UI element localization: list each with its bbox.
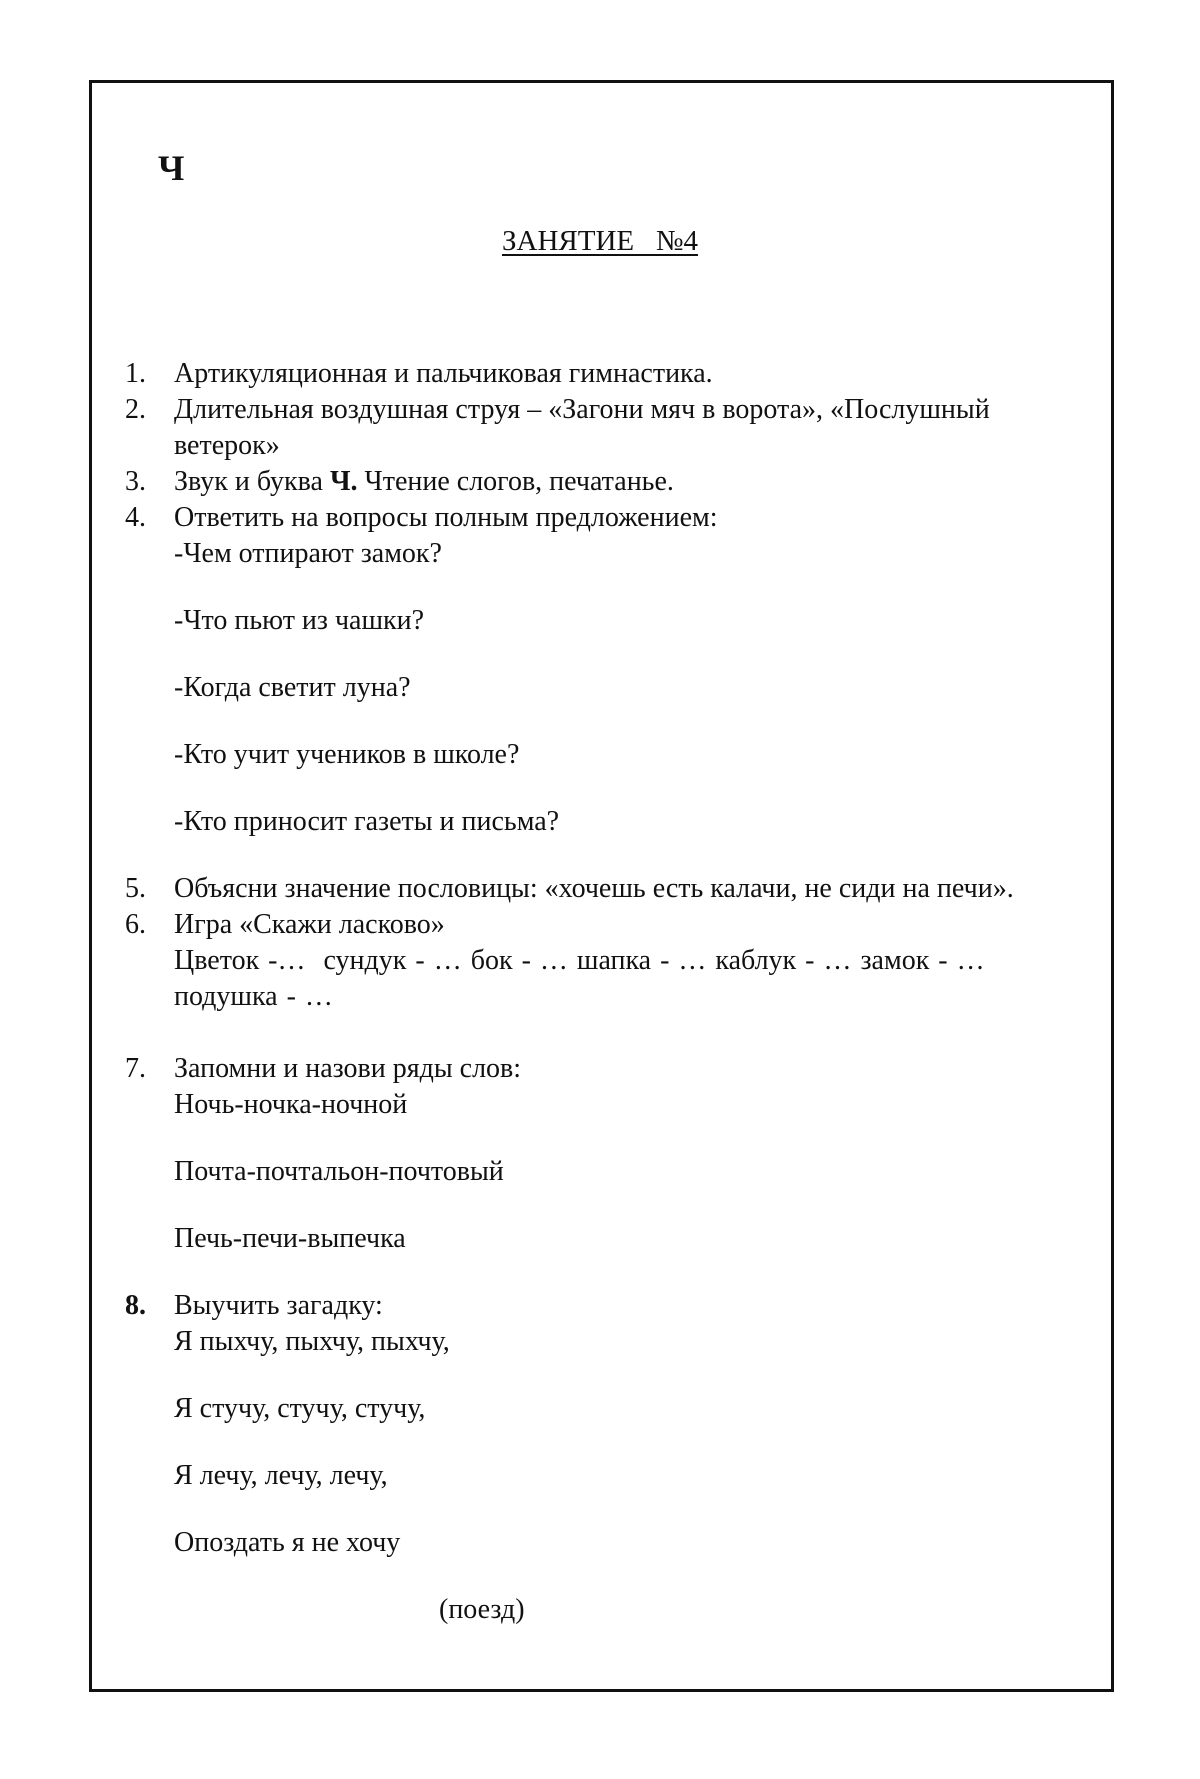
letter-heading: Ч — [158, 148, 185, 188]
list-item — [118, 871, 1098, 907]
riddle-answer: (поезд) — [439, 1594, 525, 1625]
list-item — [118, 392, 1098, 464]
question-line: -Что пьют из чашки? — [174, 605, 425, 636]
word-examples-line: подушка - … — [174, 981, 333, 1012]
item-text: Запомни и назови ряды слов: — [174, 1053, 522, 1084]
item-text: Выучить загадку: — [174, 1290, 383, 1321]
item-number: 7. — [125, 1053, 146, 1084]
item-text: Артикуляционная и пальчиковая гимнастика. — [174, 358, 713, 389]
item-text: Объясни значение пословицы: «хочешь есть калачи, не сиди на печи». — [174, 873, 1014, 904]
word-row: Ночь-ночка-ночной — [174, 1089, 408, 1120]
item-text: Игра «Скажи ласково» — [174, 909, 445, 940]
question-line: -Когда светит луна? — [174, 672, 411, 703]
lesson-task-list — [118, 356, 1098, 1628]
riddle-line: Я пыхчу, пыхчу, пыхчу, — [174, 1326, 450, 1357]
item-number: 8. — [125, 1290, 146, 1321]
item-letter-bold: Ч. — [329, 466, 358, 497]
item-number: 3. — [125, 466, 146, 497]
item-number: 1. — [125, 358, 146, 389]
item-number: 4. — [125, 502, 146, 533]
word-row: Почта-почтальон-почтовый — [174, 1156, 504, 1187]
word-examples-line: Цветок -… сундук - … бок - … шапка - … каблук - … замок - … — [174, 945, 985, 976]
riddle-line: Я лечу, лечу, лечу, — [174, 1460, 388, 1491]
list-item — [118, 907, 1098, 1015]
list-item — [118, 1288, 1098, 1628]
riddle-line: Опоздать я не хочу — [174, 1527, 401, 1558]
item-text: Длительная воздушная струя – «Загони мяч в ворота», «Послушный ветерок» — [174, 394, 990, 461]
page-title: ЗАНЯТИЕ №4 — [501, 225, 699, 257]
list-item — [118, 356, 1098, 392]
list-item — [118, 500, 1098, 840]
question-line: -Кто приносит газеты и письма? — [174, 806, 560, 837]
list-item — [118, 1051, 1098, 1257]
word-row: Печь-печи-выпечка — [174, 1223, 406, 1254]
item-number: 2. — [125, 394, 146, 425]
item-text: Ответить на вопросы полным предложением: — [174, 502, 718, 533]
list-item — [118, 464, 1098, 500]
question-line: -Чем отпирают замок? — [174, 538, 442, 569]
item-number: 5. — [125, 873, 146, 904]
riddle-line: Я стучу, стучу, стучу, — [174, 1393, 426, 1424]
item-number: 6. — [125, 909, 146, 940]
item-text-start: Звук и буква — [174, 466, 330, 497]
item-text-end: Чтение слогов, печатанье. — [357, 466, 674, 497]
question-line: -Кто учит учеников в школе? — [174, 739, 520, 770]
